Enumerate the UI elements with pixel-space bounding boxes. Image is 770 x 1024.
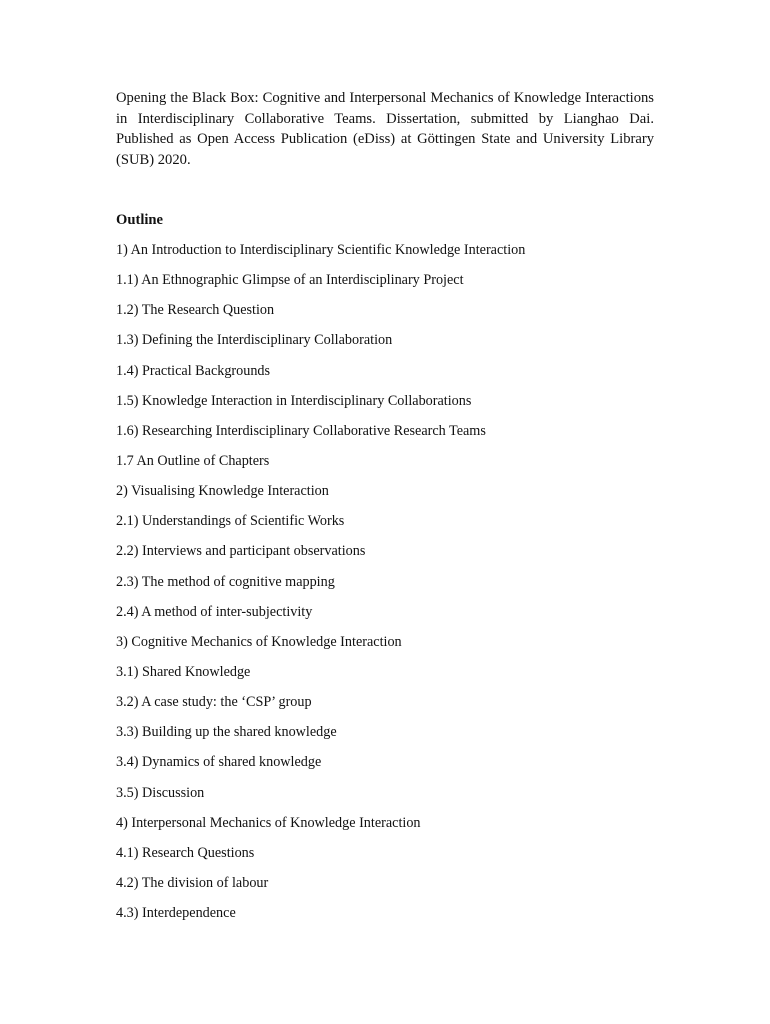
outline-item: 4.2) The division of labour — [116, 874, 269, 891]
outline-item: 3.3) Building up the shared knowledge — [116, 724, 337, 741]
outline-item: 1.5) Knowledge Interaction in Interdisciplinary Collaborations — [116, 392, 472, 409]
outline-list — [116, 240, 525, 933]
outline-item: 1.3) Defining the Interdisciplinary Collaboration — [116, 332, 393, 349]
outline-item: 3.4) Dynamics of shared knowledge — [116, 754, 322, 771]
outline-item: 2.1) Understandings of Scientific Works — [116, 513, 345, 530]
outline-item: 4) Interpersonal Mechanics of Knowledge Interaction — [116, 814, 421, 831]
outline-heading: Outline — [116, 212, 164, 228]
outline-item: 1.1) An Ethnographic Glimpse of an Interdisciplinary Project — [116, 272, 464, 289]
outline-item: 2) Visualising Knowledge Interaction — [116, 483, 329, 500]
outline-item: 2.4) A method of inter-subjectivity — [116, 603, 313, 620]
outline-item: 2.2) Interviews and participant observations — [116, 543, 366, 560]
outline-item: 1.6) Researching Interdisciplinary Collaborative Research Teams — [116, 422, 486, 439]
outline-item: 3.1) Shared Knowledge — [116, 663, 251, 680]
outline-item: 1.4) Practical Backgrounds — [116, 362, 271, 379]
outline-item: 3.5) Discussion — [116, 784, 205, 801]
intro-paragraph: Opening the Black Box: Cognitive and Interpersonal Mechanics of Knowledge Interactions in Interdisciplinary Collaborative Teams. Dissertation, submitted by Lianghao Dai. Published as Open Access Publication (eDiss) at Göttingen State and University Library (SUB) 2020. — [116, 90, 654, 168]
outline-item: 2.3) The method of cognitive mapping — [116, 573, 335, 590]
outline-item: 4.1) Research Questions — [116, 844, 255, 861]
outline-item: 1.7 An Outline of Chapters — [116, 452, 270, 469]
outline-item: 1.2) The Research Question — [116, 302, 275, 319]
outline-item: 1) An Introduction to Interdisciplinary Scientific Knowledge Interaction — [116, 242, 526, 258]
outline-item: 4.3) Interdependence — [116, 905, 236, 922]
outline-item: 3.2) A case study: the ‘CSP’ group — [116, 694, 312, 711]
outline-item: 3) Cognitive Mechanics of Knowledge Interaction — [116, 633, 402, 650]
